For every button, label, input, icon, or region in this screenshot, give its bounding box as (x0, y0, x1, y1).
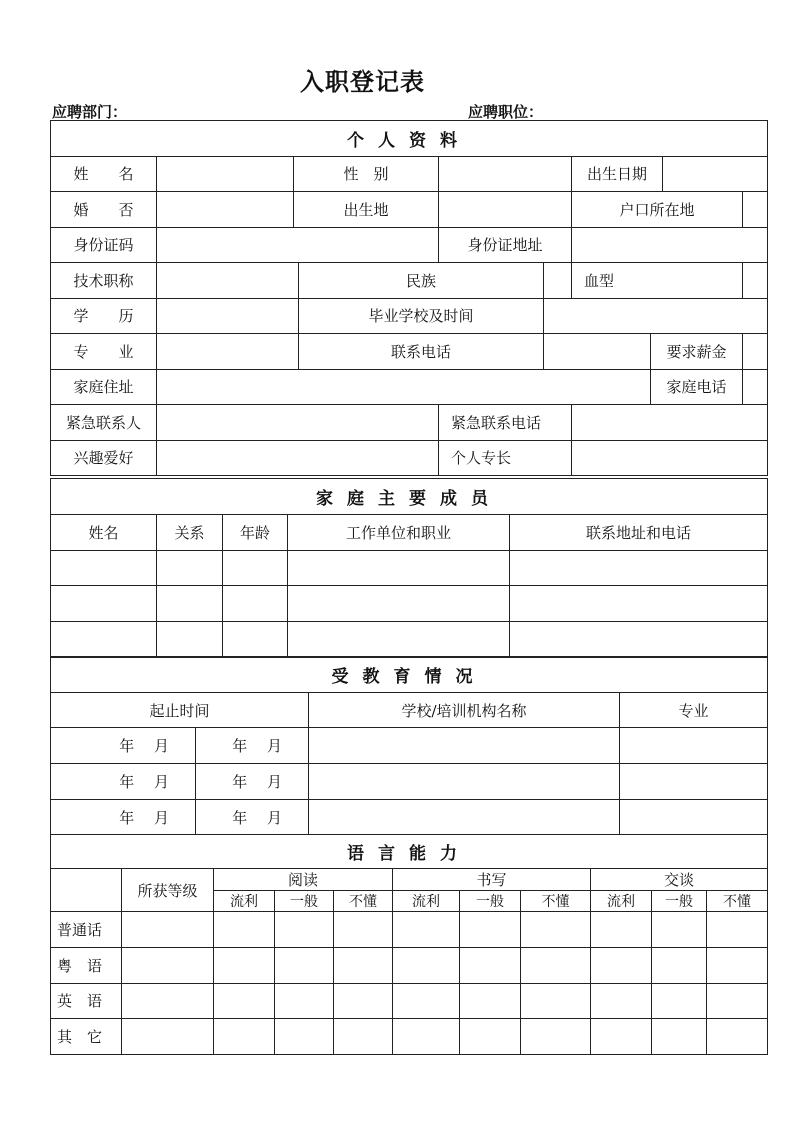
family-cell[interactable] (157, 586, 223, 622)
lang-cell[interactable] (122, 1019, 214, 1055)
family-cell[interactable] (288, 586, 510, 622)
lang-cell[interactable] (591, 983, 652, 1019)
education-row (51, 728, 768, 764)
form-title: 入职登记表 (300, 68, 425, 96)
personal-section-title: 个人资料 (51, 121, 768, 157)
marital-field[interactable] (157, 192, 294, 228)
department-label: 应聘部门： (52, 103, 128, 121)
writing-fluent: 流利 (393, 891, 460, 912)
reading-none: 不懂 (334, 891, 393, 912)
lang-cell[interactable] (460, 912, 521, 948)
lang-cell[interactable] (334, 983, 393, 1019)
gender-field[interactable] (439, 156, 572, 192)
ethnicity-field[interactable] (544, 263, 572, 299)
family-table (50, 478, 768, 658)
lang-cell[interactable] (460, 947, 521, 983)
level-label: 所获等级 (122, 869, 214, 912)
family-row (51, 586, 768, 622)
language-row (51, 912, 768, 948)
lang-cell[interactable] (591, 912, 652, 948)
family-cell[interactable] (157, 622, 223, 658)
speaking-fluent: 流利 (591, 891, 652, 912)
school-time-label: 毕业学校及时间 (299, 298, 544, 334)
edu-start-date[interactable]: 年 月 (51, 728, 196, 764)
home-address-field[interactable] (157, 369, 651, 405)
language-name: 粤 语 (51, 947, 122, 983)
language-row (51, 983, 768, 1019)
lang-cell[interactable] (275, 1019, 334, 1055)
language-name: 其 它 (51, 1019, 122, 1055)
hobbies-label: 兴趣爱好 (51, 440, 157, 476)
tech-title-label: 技术职称 (51, 263, 157, 299)
language-table (50, 834, 768, 1055)
phone-label: 联系电话 (299, 334, 544, 370)
lang-cell[interactable] (122, 947, 214, 983)
major-label: 专 业 (51, 334, 157, 370)
edu-start-date[interactable]: 年 月 (51, 764, 196, 800)
lang-cell[interactable] (214, 983, 275, 1019)
family-cell[interactable] (223, 586, 288, 622)
id-number-field[interactable] (157, 227, 439, 263)
emergency-phone-label: 紧急联系电话 (439, 405, 572, 441)
speaking-header: 交谈 (591, 869, 768, 891)
edu-col-school: 学校/培训机构名称 (309, 692, 620, 728)
ethnicity-label: 民族 (299, 263, 544, 299)
id-address-label: 身份证地址 (439, 227, 572, 263)
lang-cell[interactable] (591, 1019, 652, 1055)
edu-school-field[interactable] (309, 728, 620, 764)
language-corner (51, 869, 122, 912)
family-cell[interactable] (223, 550, 288, 586)
education-field[interactable] (157, 298, 299, 334)
lang-cell[interactable] (707, 912, 768, 948)
salary-field[interactable] (743, 334, 768, 370)
specialty-label: 个人专长 (439, 440, 572, 476)
personal-info-table (50, 120, 768, 476)
reading-header: 阅读 (214, 869, 393, 891)
lang-cell[interactable] (460, 983, 521, 1019)
lang-cell[interactable] (521, 947, 591, 983)
edu-major-field[interactable] (620, 764, 768, 800)
lang-cell[interactable] (393, 912, 460, 948)
family-cell[interactable] (51, 550, 157, 586)
education-section-title: 受教育情况 (51, 657, 768, 693)
home-phone-field[interactable] (743, 369, 768, 405)
birthplace-label: 出生地 (294, 192, 439, 228)
lang-cell[interactable] (652, 947, 707, 983)
emergency-contact-field[interactable] (157, 405, 439, 441)
tech-title-field[interactable] (157, 263, 299, 299)
language-name: 普通话 (51, 912, 122, 948)
lang-cell[interactable] (275, 983, 334, 1019)
birth-date-field[interactable] (663, 156, 768, 192)
education-row (51, 799, 768, 835)
lang-cell[interactable] (707, 947, 768, 983)
phone-field[interactable] (544, 334, 651, 370)
lang-cell[interactable] (122, 912, 214, 948)
family-cell[interactable] (51, 622, 157, 658)
lang-cell[interactable] (521, 1019, 591, 1055)
gender-label: 性 别 (294, 156, 439, 192)
lang-cell[interactable] (591, 947, 652, 983)
family-col-name: 姓名 (51, 514, 157, 550)
family-cell[interactable] (51, 586, 157, 622)
lang-cell[interactable] (334, 912, 393, 948)
salary-label: 要求薪金 (651, 334, 743, 370)
lang-cell[interactable] (652, 1019, 707, 1055)
home-address-label: 家庭住址 (51, 369, 157, 405)
birthplace-field[interactable] (439, 192, 572, 228)
speaking-none: 不懂 (707, 891, 768, 912)
family-col-age: 年龄 (223, 514, 288, 550)
speaking-average: 一般 (652, 891, 707, 912)
family-cell[interactable] (510, 550, 768, 586)
reading-fluent: 流利 (214, 891, 275, 912)
family-col-work: 工作单位和职业 (288, 514, 510, 550)
family-cell[interactable] (510, 586, 768, 622)
id-number-label: 身份证码 (51, 227, 157, 263)
edu-end-date[interactable]: 年 月 (196, 799, 309, 835)
school-time-field[interactable] (544, 298, 768, 334)
birth-date-label: 出生日期 (572, 156, 663, 192)
blood-type-field[interactable] (743, 263, 768, 299)
lang-cell[interactable] (460, 1019, 521, 1055)
lang-cell[interactable] (214, 947, 275, 983)
lang-cell[interactable] (521, 983, 591, 1019)
specialty-field[interactable] (572, 440, 768, 476)
edu-major-field[interactable] (620, 799, 768, 835)
edu-start-date[interactable]: 年 月 (51, 799, 196, 835)
major-field[interactable] (157, 334, 299, 370)
writing-none: 不懂 (521, 891, 591, 912)
edu-major-field[interactable] (620, 728, 768, 764)
edu-end-date[interactable]: 年 月 (196, 764, 309, 800)
family-cell[interactable] (223, 622, 288, 658)
lang-cell[interactable] (334, 1019, 393, 1055)
marital-label: 婚 否 (51, 192, 157, 228)
family-cell[interactable] (157, 550, 223, 586)
edu-end-date[interactable]: 年 月 (196, 728, 309, 764)
family-col-relation: 关系 (157, 514, 223, 550)
lang-cell[interactable] (652, 983, 707, 1019)
writing-header: 书写 (393, 869, 591, 891)
position-label: 应聘职位： (468, 103, 544, 121)
language-row (51, 1019, 768, 1055)
family-cell[interactable] (288, 622, 510, 658)
language-row (51, 947, 768, 983)
hobbies-field[interactable] (157, 440, 439, 476)
family-cell[interactable] (288, 550, 510, 586)
family-section-title: 家庭主要成员 (51, 479, 768, 515)
lang-cell[interactable] (707, 983, 768, 1019)
edu-col-period: 起止时间 (51, 692, 309, 728)
home-phone-label: 家庭电话 (651, 369, 743, 405)
emergency-contact-label: 紧急联系人 (51, 405, 157, 441)
lang-cell[interactable] (275, 912, 334, 948)
education-label: 学 历 (51, 298, 157, 334)
lang-cell[interactable] (334, 947, 393, 983)
name-field[interactable] (157, 156, 294, 192)
hukou-label: 户口所在地 (572, 192, 743, 228)
lang-cell[interactable] (393, 983, 460, 1019)
language-name: 英 语 (51, 983, 122, 1019)
education-table (50, 656, 768, 835)
lang-cell[interactable] (521, 912, 591, 948)
hukou-field[interactable] (743, 192, 768, 228)
lang-cell[interactable] (393, 1019, 460, 1055)
language-section-title: 语言能力 (51, 835, 768, 869)
name-label: 姓 名 (51, 156, 157, 192)
lang-cell[interactable] (275, 947, 334, 983)
lang-cell[interactable] (393, 947, 460, 983)
lang-cell[interactable] (122, 983, 214, 1019)
lang-cell[interactable] (214, 912, 275, 948)
lang-cell[interactable] (214, 1019, 275, 1055)
family-row (51, 550, 768, 586)
id-address-field[interactable] (572, 227, 768, 263)
reading-average: 一般 (275, 891, 334, 912)
emergency-phone-field[interactable] (572, 405, 768, 441)
lang-cell[interactable] (652, 912, 707, 948)
edu-school-field[interactable] (309, 799, 620, 835)
blood-type-label: 血型 (572, 263, 743, 299)
family-col-contact: 联系地址和电话 (510, 514, 768, 550)
edu-school-field[interactable] (309, 764, 620, 800)
lang-cell[interactable] (707, 1019, 768, 1055)
edu-col-major: 专业 (620, 692, 768, 728)
education-row (51, 764, 768, 800)
writing-average: 一般 (460, 891, 521, 912)
family-row (51, 622, 768, 658)
family-cell[interactable] (510, 622, 768, 658)
